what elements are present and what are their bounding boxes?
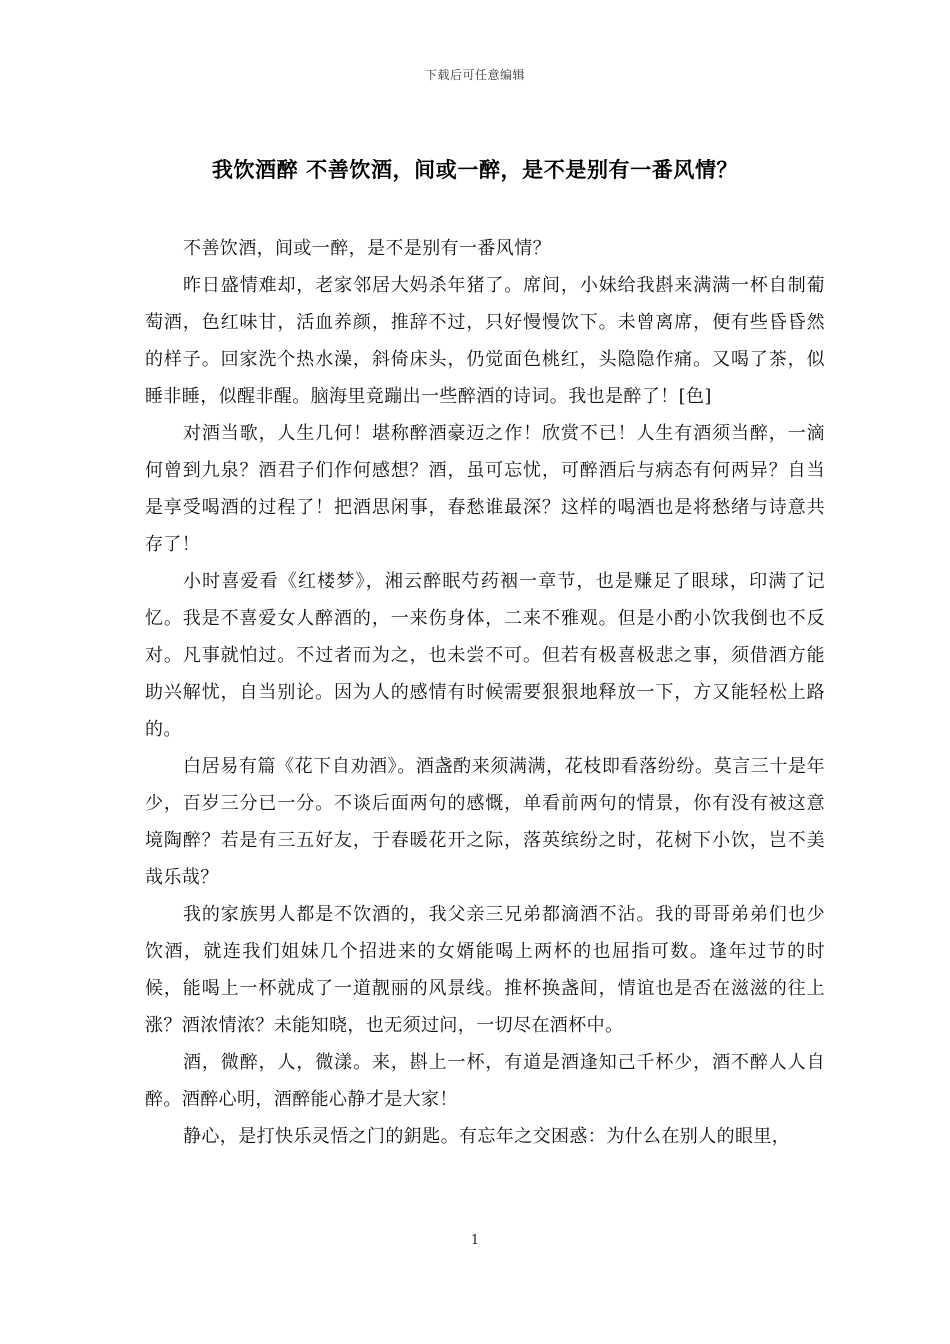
paragraph: 我的家族男人都是不饮酒的，我父亲三兄弟都滴酒不沾。我的哥哥弟弟们也少饮酒，就连我们姐妹几个招进来的女婿能喝上两杯的也屈指可数。逢年过节的时候，能喝上一杯就成了一道靓丽的风景线。推杯换盏间，情谊也是否在滋滋的往上涨？酒浓情浓？未能知晓，也无须过问，一切尽在酒杯中。 bbox=[145, 904, 825, 1036]
document-title: 我饮酒醉 不善饮酒，间或一醉，是不是别有一番风情？ bbox=[211, 158, 739, 182]
paragraph: 酒，微醉，人，微漾。来，斟上一杯，有道是酒逢知己千杯少，酒不醉人人自醉。酒醉心明，酒醉能心静才是大家！ bbox=[145, 1052, 825, 1110]
document-body bbox=[145, 230, 825, 1155]
paragraph: 不善饮酒，间或一醉，是不是别有一番风情？ bbox=[183, 238, 551, 259]
paragraph: 静心，是打快乐灵悟之门的鈅匙。有忘年之交困惑：为什么在别人的眼里， bbox=[183, 1126, 791, 1147]
header-note: 下载后可任意编辑 bbox=[424, 68, 525, 82]
paragraph: 昨日盛情难却，老家邻居大妈杀年猪了。席间，小妹给我斟来满满一杯自制葡萄酒，色红味甘，活血养颜，推辞不过，只好慢慢饮下。未曾离席，便有些昏昏然的样子。回家洗个热水澡，斜倚床头，仍觉面色桃红，头隐隐作痛。又喝了茶，似睡非睡，似醒非醒。脑海里竟蹦出一些醉酒的诗词。我也是醉了！[色] bbox=[145, 275, 825, 407]
paragraph: 对酒当歌，人生几何！堪称醉酒豪迈之作！欣赏不已！人生有酒须当醉，一滴何曾到九泉？酒君子们作何感想？酒，虽可忘忧，可醉酒后与病态有何两异？自当是享受喝酒的过程了！把酒思闲事，春愁谁最深？这样的喝酒也是将愁绪与诗意共存了！ bbox=[145, 423, 825, 555]
paragraph: 白居易有篇《花下自劝酒》。酒盏酌来须满满，花枝即看落纷纷。莫言三十是年少，百岁三分已一分。不谈后面两句的感慨，单看前两句的情景，你有没有被这意境陶醉？若是有三五好友，于春暖花开之际，落英缤纷之时，花树下小饮，岂不美哉乐哉？ bbox=[145, 756, 825, 888]
page-number: 1 bbox=[470, 1233, 480, 1248]
paragraph: 小时喜爱看《红楼梦》，湘云醉眠芍药裀一章节，也是赚足了眼球，印满了记忆。我是不喜爱女人醉酒的，一来伤身体，二来不雅观。但是小酌小饮我倒也不反对。凡事就怕过。不过者而为之，也未尝不可。但若有极喜极悲之事，须借酒方能助兴解忧，自当别论。因为人的感情有时候需要狠狠地释放一下，方又能轻松上路的。 bbox=[145, 571, 825, 740]
